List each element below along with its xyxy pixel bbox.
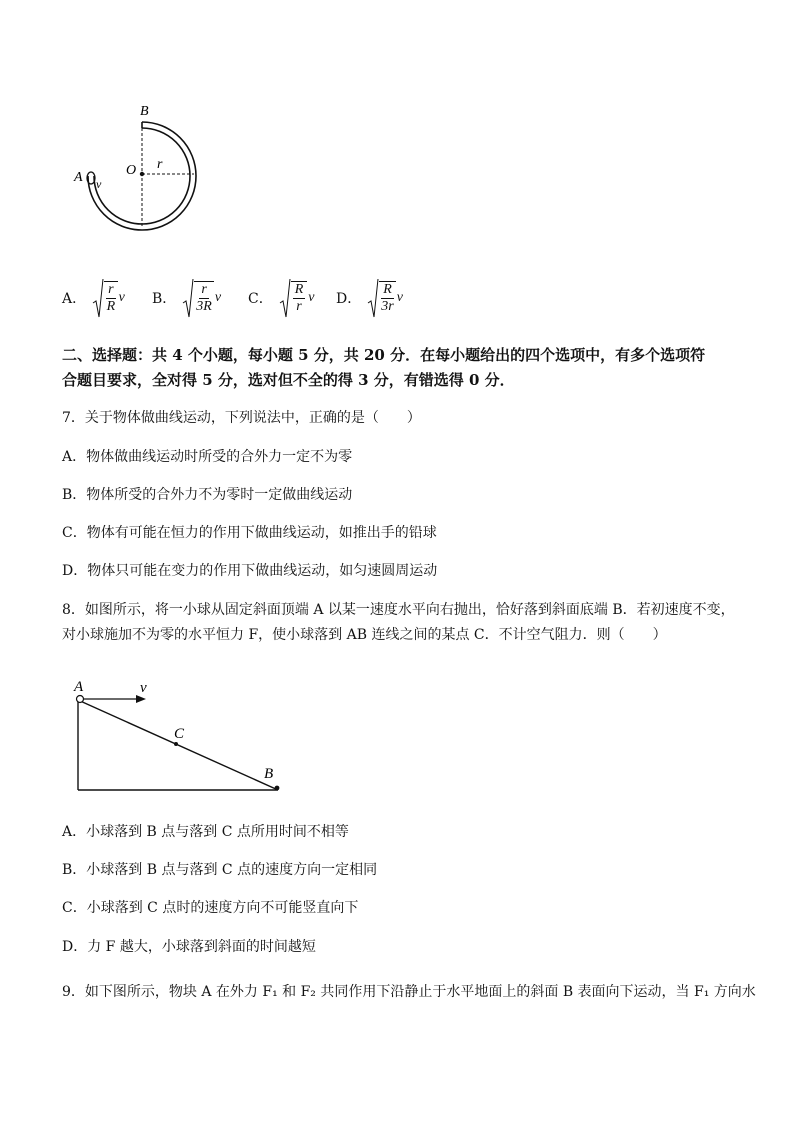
q7-option-a[interactable]: A．物体做曲线运动时所受的合外力一定不为零	[62, 449, 353, 465]
label-v: v	[140, 680, 147, 696]
label-A: A	[74, 170, 83, 185]
label-v: v	[96, 177, 102, 191]
q7-option-d[interactable]: D．物体只可能在变力的作用下做曲线运动，如匀速圆周运动	[62, 563, 438, 579]
q8-stem-line2: 对小球施加不为零的水平恒力 F，使小球落到 AB 连线之间的某点 C．不计空气阻力．则（ ）	[62, 627, 667, 643]
q6-option-a[interactable]: A． $\frac{r}{R}$ v	[62, 276, 125, 320]
q6-option-b[interactable]: B． $\frac{r}{3R}$ v	[152, 276, 221, 320]
q8-option-b[interactable]: B．小球落到 B 点与落到 C 点的速度方向一定相同	[62, 862, 378, 878]
q8-option-d[interactable]: D．力 F 越大，小球落到斜面的时间越短	[62, 939, 316, 955]
circular-track-figure	[68, 98, 208, 238]
section2-heading-line2: 合题目要求，全对得 5 分，选对但不全的得 3 分，有错选得 0 分．	[62, 371, 515, 389]
q7-option-b[interactable]: B．物体所受的合外力不为零时一定做曲线运动	[62, 487, 353, 503]
label-B: B	[140, 104, 149, 119]
sqrt-expression: $\frac{r}{R}$	[92, 277, 117, 319]
sqrt-expression: $\frac{r}{3R}$	[182, 277, 214, 319]
label-B: B	[264, 766, 274, 782]
label-r: r	[157, 157, 163, 172]
label-C: C	[174, 726, 185, 742]
q8-option-a[interactable]: A．小球落到 B 点与落到 C 点所用时间不相等	[62, 824, 349, 840]
label-A: A	[74, 679, 84, 695]
q8-stem-line1: 8．如图所示，将一小球从固定斜面顶端 A 以某一速度水平向右抛出，恰好落到斜面底端 B．若初速度不变，	[62, 602, 735, 618]
sqrt-expression: $\frac{R}{r}$	[279, 277, 308, 319]
q9-stem: 9．如下图所示，物块 A 在外力 F₁ 和 F₂ 共同作用下沿静止于水平地面上的斜面 B 表面向下运动，当 F₁ 方向水	[62, 984, 756, 1000]
q6-option-d[interactable]: D． $\frac{R}{3r}$ v	[336, 276, 403, 320]
label-O: O	[126, 163, 137, 178]
q7-option-c[interactable]: C．物体有可能在恒力的作用下做曲线运动，如推出手的铅球	[62, 525, 437, 541]
section2-heading-line1: 二、选择题：共 4 个小题，每小题 5 分，共 20 分．在每小题给出的四个选项中，有多个选项符	[62, 346, 706, 364]
q6-option-c[interactable]: C． $\frac{R}{r}$ v	[248, 276, 315, 320]
q8-option-c[interactable]: C．小球落到 C 点时的速度方向不可能竖直向下	[62, 900, 359, 916]
incline-figure	[70, 672, 290, 798]
sqrt-expression: $\frac{R}{3r}$	[367, 277, 396, 319]
q7-stem: 7．关于物体做曲线运动，下列说法中，正确的是（ ）	[62, 410, 421, 426]
